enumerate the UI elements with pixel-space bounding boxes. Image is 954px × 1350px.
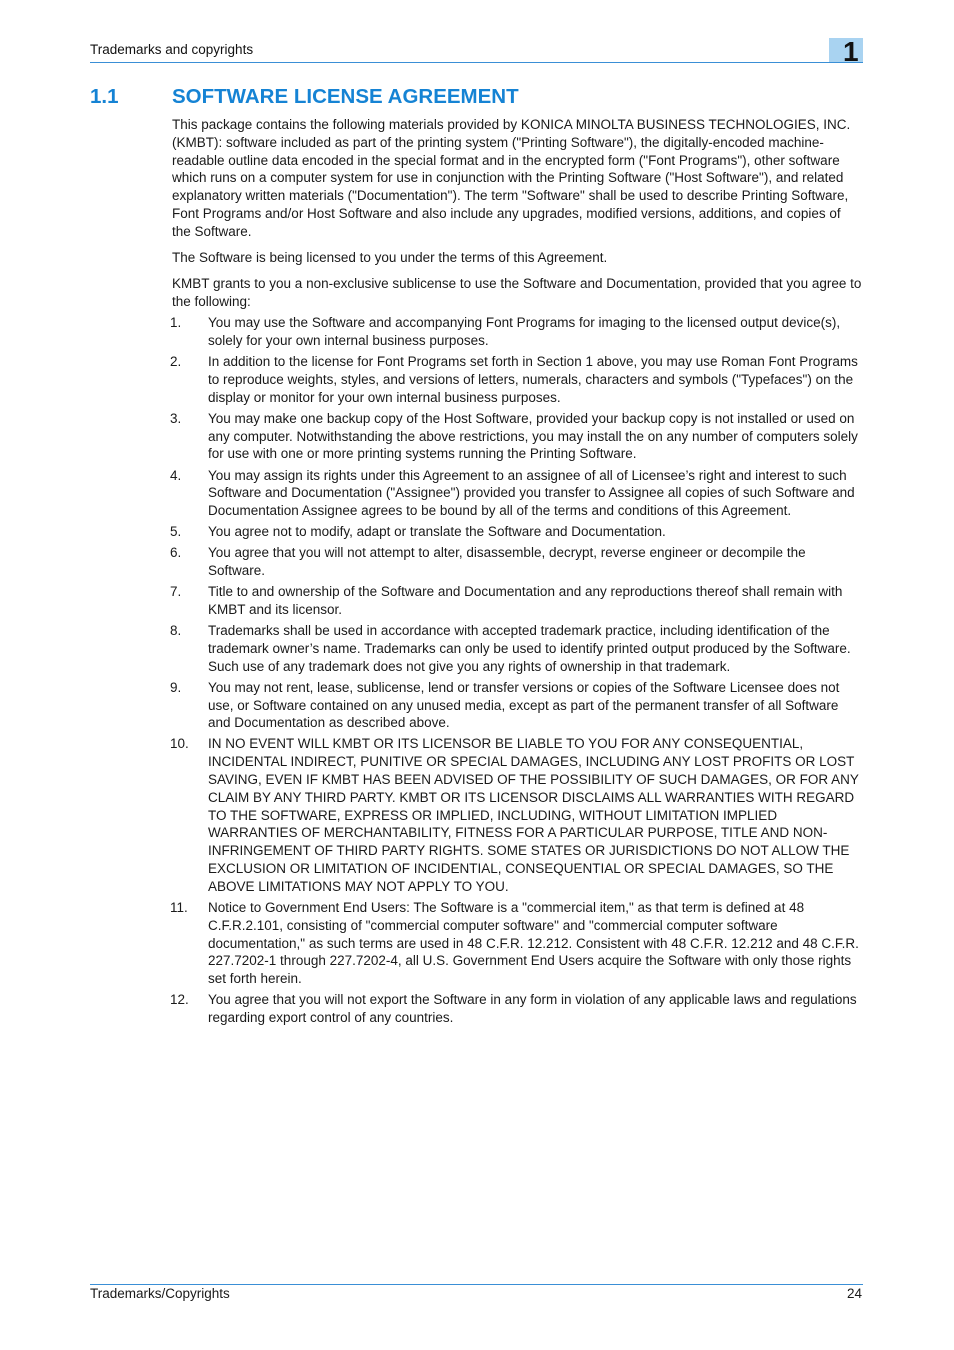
license-statement: The Software is being licensed to you under the terms of this Agreement. xyxy=(172,250,608,266)
document-body xyxy=(172,116,862,1030)
section-heading xyxy=(90,85,519,109)
list-item-number: 7. xyxy=(170,584,182,600)
list-item xyxy=(170,899,860,988)
list-item xyxy=(170,353,860,406)
list-item-number: 5. xyxy=(170,524,182,540)
list-item-number: 6. xyxy=(170,545,182,561)
list-item xyxy=(170,622,860,675)
list-item-text: You agree that you will not export the Software in any form in violation of any applicable laws and regulations regarding export control of any countries. xyxy=(208,992,857,1026)
list-item xyxy=(170,544,860,580)
list-item xyxy=(170,991,860,1027)
list-item xyxy=(170,583,860,619)
list-item-number: 11. xyxy=(170,899,188,915)
list-item-text: Title to and ownership of the Software and Documentation and any reproductions thereof shall remain with KMBT and its licensor. xyxy=(208,584,843,617)
list-item-text: Trademarks shall be used in accordance with accepted trademark practice, including identification of the trademark owner’s name. Trademarks can only be used to identify printed output produced by the Software. Such use of any trademark does not give you any rights of ownership in that trademark. xyxy=(208,623,851,674)
list-item-text: You may not rent, lease, sublicense, lend or transfer versions or copies of the Software Licensee does not use, or Software contained on any unused media, except as part of the permanent transfer of all Software and Documentation as described above. xyxy=(208,679,840,731)
footer-title: Trademarks/Copyrights xyxy=(90,1286,230,1301)
list-item-text: You may assign its rights under this Agreement to an assignee of all of Licensee’s right and interest to such Software and Documentation ("Assignee") provided you transfer to Assignee all copies of such Software and Documentation Assignee agrees to be bound by all of the terms and conditions of this Agreement. xyxy=(208,467,855,519)
list-item-number: 10. xyxy=(170,736,189,752)
list-item-text: IN NO EVENT WILL KMBT OR ITS LICENSOR BE LIABLE TO YOU FOR ANY CONSEQUENTIAL, INCIDENTAL INDIRECT, PUNITIVE OR SPECIAL DAMAGES, INCLUDING ANY LOST PROFITS OR LOST SAVING, EVEN IF KMBT HAS BEEN ADVISED OF THE POSSIBILITY OF SUCH DAMAGES, OR FOR ANY CLAIM BY ANY THIRD PARTY. KMBT OR ITS LICENSOR DISCLAIMS ALL WARRANTIES WITH REGARD TO THE SOFTWARE, EXPRESS OR IMPLIED, INCLUDING, WITHOUT LIMITATION IMPLIED WARRANTIES OF MERCHANTABILITY, FITNESS FOR A PARTICULAR PURPOSE, TITLE AND NON-INFRINGEMENT OF THIRD PARTY RIGHTS. SOME STATES OR JURISDICTIONS DO NOT ALLOW THE EXCLUSION OR LIMITATION OF INCIDENTIAL, CONSEQUENTIAL OR SPECIAL DAMAGES, SO THE ABOVE LIMITATIONS MAY NOT APPLY TO YOU. xyxy=(208,736,859,894)
list-item-text: You may use the Software and accompanying Font Programs for imaging to the licensed output device(s), solely for your own internal business purposes. xyxy=(208,315,841,349)
list-item-number: 12. xyxy=(170,992,189,1008)
terms-list xyxy=(170,314,860,1027)
page-number: 24 xyxy=(846,1286,862,1301)
list-item-number: 8. xyxy=(170,623,182,639)
list-item-number: 2. xyxy=(170,354,182,370)
list-item xyxy=(170,735,860,895)
section-number: 1.1 xyxy=(90,85,119,108)
list-item xyxy=(170,679,860,732)
list-item xyxy=(170,523,860,541)
list-item-number: 3. xyxy=(170,410,182,426)
list-item-text: Notice to Government End Users: The Software is a "commercial item," as that term is defined at 48 C.F.R.2.101, consisting of "commercial computer software" and "commercial computer software documentation," as such terms are used in 48 C.F.R. 12.212. Consistent with 48 C.F.R. 12.212 and 48 C.F.R. 227.7202-1 through 227.7202-4, all U.S. Government End Users acquire the Software with only those rights set forth herein. xyxy=(208,899,859,987)
list-item-number: 1. xyxy=(170,315,182,331)
list-item-number: 9. xyxy=(170,679,182,695)
list-item-text: You may make one backup copy of the Host Software, provided your backup copy is not installed or used on any computer. Notwithstanding the above restrictions, you may install the on any number of computers solely for use with one or more printing systems running the Printing Software. xyxy=(208,410,858,462)
list-item-text: You agree not to modify, adapt or translate the Software and Documentation. xyxy=(208,524,666,540)
chapter-number: 1 xyxy=(843,36,859,67)
header-divider xyxy=(90,62,863,63)
list-item-text: In addition to the license for Font Programs set forth in Section 1 above, you may use Roman Font Programs to reproduce weights, styles, and versions of letters, numerals, characters and symbols ("Typefaces") on the display or monitor for your own internal business purposes. xyxy=(208,354,858,405)
list-item-number: 4. xyxy=(170,467,182,483)
running-header-title: Trademarks and copyrights xyxy=(90,42,254,57)
intro-paragraph: This package contains the following materials provided by KONICA MINOLTA BUSINESS TECHNOLOGIES, INC. (KMBT): software included as part of the printing system ("Printing Software"), the digitally-encoded machine-readable outline data encoded in the special format and in the encrypted form ("Font Programs"), other software which runs on a computer system for use in conjunction with the Printing Software ("Host Software"), and related explanatory written materials ("Documentation"). The term "Software" shall be used to describe Printing Software, Font Programs and/or Host Software and also include any upgrades, modified versions, additions, and copies of the Software. xyxy=(172,117,851,239)
section-title: SOFTWARE LICENSE AGREEMENT xyxy=(172,85,519,108)
footer-divider xyxy=(90,1284,863,1285)
list-item-text: You agree that you will not attempt to alter, disassemble, decrypt, reverse engineer or decompile the Software. xyxy=(208,545,806,579)
list-item xyxy=(170,410,860,463)
list-item xyxy=(170,467,860,520)
list-item xyxy=(170,314,860,350)
grant-paragraph: KMBT grants to you a non-exclusive sublicense to use the Software and Documentation, provided that you agree to the following: xyxy=(172,276,862,310)
